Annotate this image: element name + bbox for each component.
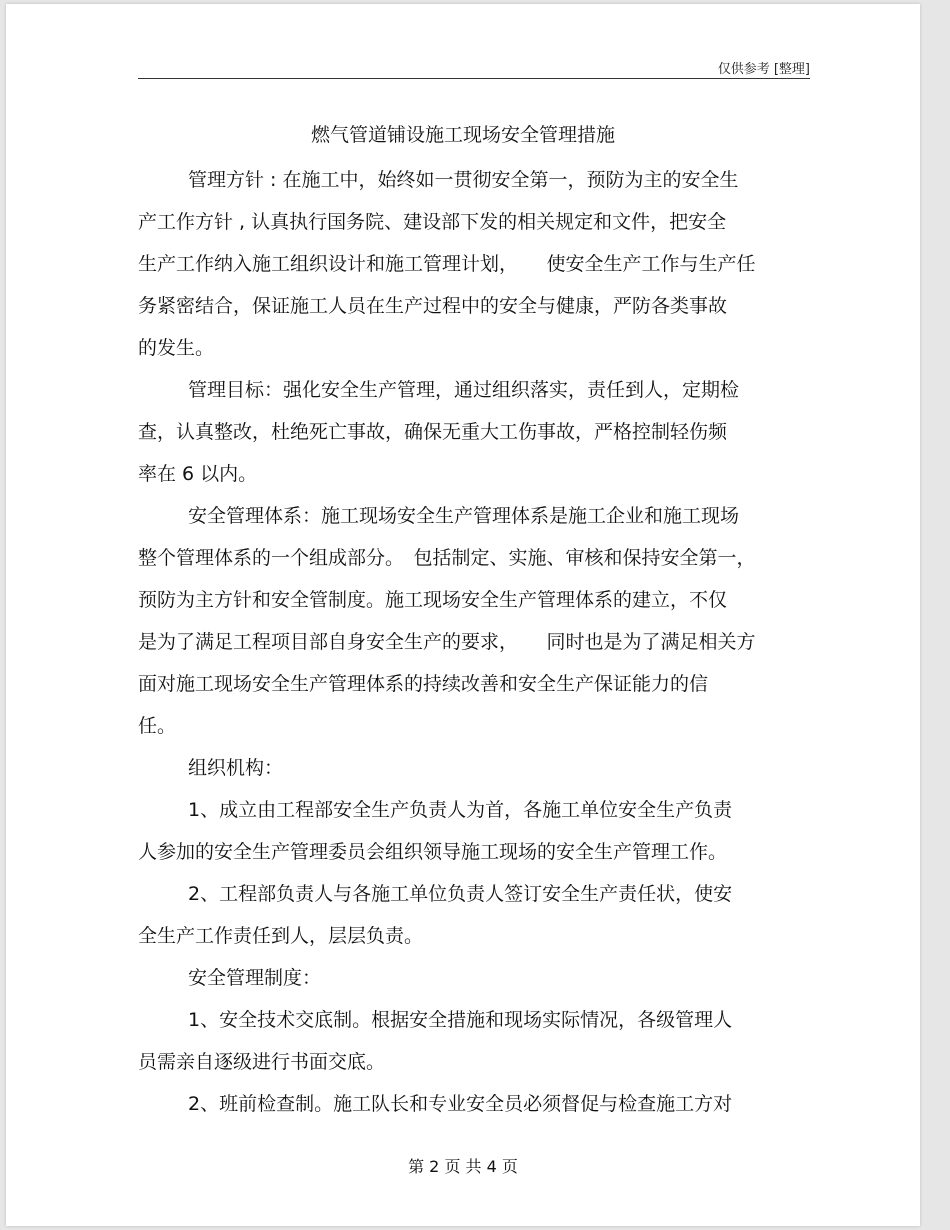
text-line: 1、安全技术交底制。根据安全措施和现场实际情况，各级管理人 bbox=[188, 1009, 733, 1031]
paragraph-goals bbox=[138, 369, 818, 495]
text-line: 务紧密结合，保证施工人员在生产过程中的安全与健康，严防各类事故 bbox=[138, 295, 728, 317]
text-line: 安全管理制度： bbox=[188, 967, 322, 989]
text-line: 任。 bbox=[138, 715, 177, 737]
document-page bbox=[6, 4, 920, 1226]
text-line: 是为了满足工程项目部自身安全生产的要求， 同时也是为了满足相关方 bbox=[138, 631, 756, 653]
text-line: 整个管理体系的一个组成部分。 包括制定、实施、审核和保持安全第一， bbox=[138, 547, 756, 569]
paragraph-organization-item-2 bbox=[138, 873, 818, 957]
page-footer: 第 2 页 共 4 页 bbox=[408, 1157, 518, 1176]
text-line: 组织机构： bbox=[188, 757, 284, 779]
text-line: 员需亲自逐级进行书面交底。 bbox=[138, 1051, 386, 1073]
paragraph-policy bbox=[138, 159, 818, 369]
document-body bbox=[138, 159, 818, 1125]
text-line: 查，认真整改，杜绝死亡事故，确保无重大工伤事故，严格控制轻伤频 bbox=[138, 421, 728, 443]
text-line: 产工作方针 , 认真执行国务院、建设部下发的相关规定和文件，把安全 bbox=[138, 211, 727, 233]
text-line: 率在 6 以内。 bbox=[138, 463, 258, 485]
text-line: 2、班前检查制。施工队长和专业安全员必须督促与检查施工方对 bbox=[188, 1093, 733, 1115]
paragraph-rules-heading bbox=[138, 957, 818, 999]
header-rule bbox=[138, 78, 810, 79]
text-line: 管理方针 : 在施工中，始终如一贯彻安全第一，预防为主的安全生 bbox=[188, 169, 739, 191]
paragraph-system bbox=[138, 495, 818, 747]
document-title: 燃气管道铺设施工现场安全管理措施 bbox=[310, 124, 615, 146]
text-line: 安全管理体系：施工现场安全生产管理体系是施工企业和施工现场 bbox=[188, 505, 740, 527]
paragraph-rules-item-1 bbox=[138, 999, 818, 1083]
paragraph-rules-item-2 bbox=[138, 1083, 818, 1125]
text-line: 生产工作纳入施工组织设计和施工管理计划， 使安全生产工作与生产任 bbox=[138, 253, 756, 275]
header-note: 仅供参考 [整理] bbox=[717, 62, 810, 77]
text-line: 管理目标：强化安全生产管理，通过组织落实，责任到人，定期检 bbox=[188, 379, 740, 401]
text-line: 的发生。 bbox=[138, 337, 215, 359]
text-line: 全生产工作责任到人，层层负责。 bbox=[138, 925, 424, 947]
paragraph-organization-heading bbox=[138, 747, 818, 789]
text-line: 预防为主方针和安全管制度。施工现场安全生产管理体系的建立，不仅 bbox=[138, 589, 728, 611]
text-line: 1、成立由工程部安全生产负责人为首，各施工单位安全生产负责 bbox=[188, 799, 733, 821]
text-line: 面对施工现场安全生产管理体系的持续改善和安全生产保证能力的信 bbox=[138, 673, 709, 695]
paragraph-organization-item-1 bbox=[138, 789, 818, 873]
text-line: 2、工程部负责人与各施工单位负责人签订安全生产责任状，使安 bbox=[188, 883, 733, 905]
text-line: 人参加的安全生产管理委员会组织领导施工现场的安全生产管理工作。 bbox=[138, 841, 728, 863]
